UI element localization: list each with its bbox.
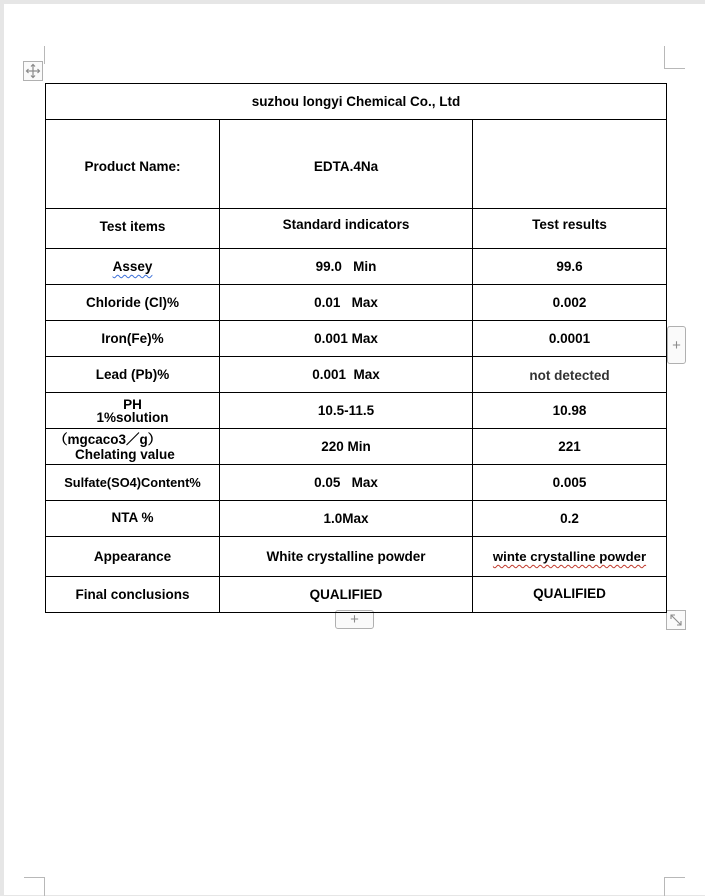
standard-cell[interactable] [220, 357, 473, 393]
table-row [46, 537, 667, 577]
item-label: Lead (Pb)% [95, 367, 170, 382]
table-row [46, 577, 667, 613]
item-cell[interactable] [46, 285, 220, 321]
standard-value: 1.0Max [323, 511, 369, 526]
result-value: 221 [558, 439, 581, 454]
table-row [46, 321, 667, 357]
result-cell[interactable] [473, 501, 667, 537]
plus-icon: + [350, 611, 359, 628]
result-cell[interactable] [473, 537, 667, 577]
result-cell[interactable] [473, 321, 667, 357]
result-cell[interactable] [473, 285, 667, 321]
item-label: Sulfate(SO4)Content% [64, 475, 201, 490]
margin-mark-bottom-left [24, 877, 45, 896]
table-row [46, 285, 667, 321]
item-label: Chloride (Cl)% [86, 295, 179, 310]
col-header-standard: Standard indicators [282, 217, 410, 232]
item-label: Appearance [93, 549, 172, 564]
standard-value: 10.5-11.5 [317, 403, 375, 418]
result-value: 99.6 [556, 259, 583, 274]
margin-mark-top-right [664, 46, 685, 69]
add-column-button[interactable] [667, 326, 686, 364]
standard-value: 0.001 Max [314, 331, 378, 346]
standard-value: 220 Min [321, 439, 371, 454]
result-value: 0.005 [552, 475, 587, 490]
item-label-line1: （mgcaco3／g） [54, 431, 162, 447]
standard-cell[interactable] [220, 321, 473, 357]
item-cell[interactable] [46, 393, 220, 429]
table-row [46, 429, 667, 465]
col-header-results: Test results [532, 217, 607, 232]
item-cell[interactable] [46, 577, 220, 613]
col-header-items-cell[interactable] [46, 209, 220, 249]
item-cell[interactable] [46, 429, 220, 465]
result-cell[interactable] [473, 577, 667, 613]
result-value: QUALIFIED [533, 585, 606, 601]
standard-cell[interactable] [220, 393, 473, 429]
result-value: 0.002 [552, 295, 587, 310]
result-cell[interactable] [473, 357, 667, 393]
certificate-table [45, 83, 667, 613]
item-label-line2: Chelating value [75, 446, 175, 462]
plus-icon: + [672, 336, 681, 354]
standard-value: 0.01 Max [314, 295, 378, 310]
item-cell[interactable] [46, 465, 220, 501]
table-row [46, 465, 667, 501]
result-value: 0.0001 [548, 331, 591, 346]
standard-cell[interactable] [220, 285, 473, 321]
table-row [46, 393, 667, 429]
standard-value: QUALIFIED [309, 587, 383, 602]
standard-value: White crystalline powder [266, 549, 426, 564]
standard-value: 99.0 Min [315, 259, 377, 274]
standard-cell[interactable] [220, 429, 473, 465]
item-cell[interactable] [46, 537, 220, 577]
company-name: suzhou longyi Chemical Co., Ltd [251, 94, 461, 109]
result-cell[interactable] [473, 393, 667, 429]
standard-cell[interactable] [220, 537, 473, 577]
table-row [46, 249, 667, 285]
product-name-value-cell[interactable] [220, 120, 473, 209]
item-cell[interactable] [46, 501, 220, 537]
item-label-line2: 1%solution [96, 409, 169, 425]
product-name-label: Product Name: [84, 158, 181, 174]
item-label: Assey [112, 259, 153, 274]
col-header-results-cell[interactable] [473, 209, 667, 249]
result-cell[interactable] [473, 465, 667, 501]
table-move-handle[interactable] [23, 61, 43, 81]
standard-cell[interactable] [220, 577, 473, 613]
result-value: winte crystalline powder [492, 549, 647, 564]
company-header-cell[interactable] [46, 84, 667, 120]
item-label-line1: PH [123, 396, 142, 412]
item-cell[interactable] [46, 357, 220, 393]
standard-value: 0.05 Max [314, 475, 378, 490]
standard-cell[interactable] [220, 501, 473, 537]
table-row [46, 501, 667, 537]
item-cell[interactable] [46, 249, 220, 285]
margin-mark-bottom-right [664, 877, 685, 896]
item-label: Final conclusions [75, 587, 190, 602]
result-value: 0.2 [560, 511, 579, 526]
margin-mark-top-left [44, 46, 45, 64]
standard-cell[interactable] [220, 249, 473, 285]
result-value: 10.98 [552, 403, 587, 418]
item-cell[interactable] [46, 321, 220, 357]
table-row [46, 357, 667, 393]
product-result-cell[interactable] [473, 120, 667, 209]
col-header-standard-cell[interactable] [220, 209, 473, 249]
product-name-label-cell[interactable] [46, 120, 220, 209]
table-resize-handle[interactable] [666, 610, 686, 630]
move-arrows-icon [25, 63, 41, 79]
standard-value: 0.001 Max [312, 367, 380, 382]
standard-cell[interactable] [220, 465, 473, 501]
item-label: NTA % [111, 509, 154, 525]
result-value: not detected [529, 368, 610, 383]
col-header-items: Test items [99, 219, 166, 234]
resize-diagonal-icon [669, 613, 683, 627]
result-cell[interactable] [473, 429, 667, 465]
item-label: Iron(Fe)% [101, 331, 164, 346]
product-name-value: EDTA.4Na [313, 158, 379, 174]
result-cell[interactable] [473, 249, 667, 285]
